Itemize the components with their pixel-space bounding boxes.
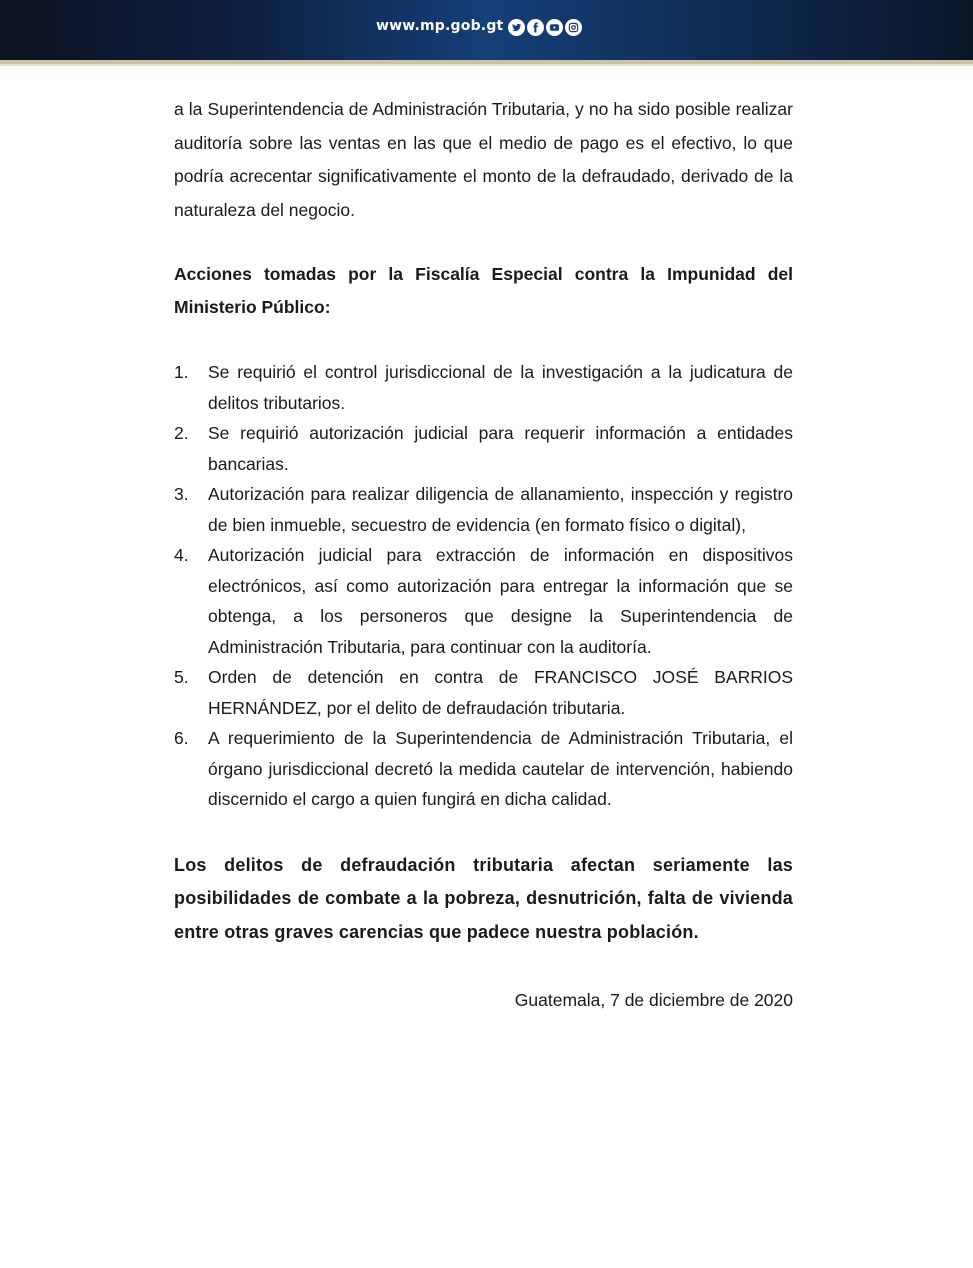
list-item bbox=[174, 540, 793, 662]
actions-list bbox=[174, 357, 793, 815]
list-number: 6. bbox=[174, 728, 189, 748]
list-number: 3. bbox=[174, 484, 189, 504]
list-number: 1. bbox=[174, 362, 189, 382]
list-item bbox=[174, 662, 793, 723]
list-item-text: Autorización para realizar diligencia de allanamiento, inspección y registro de bien inmueble, secuestro de evidencia (en formato físico o digital), bbox=[208, 484, 793, 535]
list-number: 5. bbox=[174, 667, 189, 687]
header-bar bbox=[0, 0, 973, 60]
social-icons bbox=[508, 19, 582, 36]
list-item bbox=[174, 357, 793, 418]
facebook-icon[interactable] bbox=[527, 19, 544, 36]
list-item-text: Se requirió autorización judicial para requerir información a entidades bancarias. bbox=[208, 423, 793, 474]
twitter-icon[interactable] bbox=[508, 19, 525, 36]
list-item-text: A requerimiento de la Superintendencia de Administración Tributaria, el órgano jurisdiccional decretó la medida cautelar de intervención, habiendo discernido el cargo a quien fungirá en dicha calidad. bbox=[208, 728, 793, 809]
list-number: 2. bbox=[174, 423, 189, 443]
document-body bbox=[174, 93, 793, 1015]
website-link[interactable]: www.mp.gob.gt bbox=[376, 18, 504, 34]
instagram-icon[interactable] bbox=[565, 19, 582, 36]
list-item bbox=[174, 479, 793, 540]
list-item bbox=[174, 418, 793, 479]
document-date: Guatemala, 7 de diciembre de 2020 bbox=[514, 990, 793, 1010]
youtube-icon[interactable] bbox=[546, 19, 563, 36]
closing-statement: Los delitos de defraudación tributaria afectan seriamente las posibilidades de combate a la pobreza, desnutrición, falta de vivienda entre otras graves carencias que padece nuestra población. bbox=[174, 854, 793, 942]
list-item-text: Autorización judicial para extracción de información en dispositivos electrónicos, así como autorización para entregar la información que se obtenga, a los personeros que designe la Superintendencia de Administración Tributaria, para continuar con la auditoría. bbox=[208, 545, 793, 657]
header-accent-line-light bbox=[0, 64, 973, 66]
section-heading: Acciones tomadas por la Fiscalía Especial contra la Impunidad del Ministerio Público: bbox=[174, 264, 793, 317]
list-item bbox=[174, 723, 793, 815]
list-number: 4. bbox=[174, 545, 189, 565]
list-item-text: Orden de detención en contra de FRANCISCO JOSÉ BARRIOS HERNÁNDEZ, por el delito de defraudación tributaria. bbox=[208, 667, 793, 718]
list-item-text: Se requirió el control jurisdiccional de la investigación a la judicatura de delitos tributarios. bbox=[208, 362, 793, 413]
intro-paragraph: a la Superintendencia de Administración Tributaria, y no ha sido posible realizar auditoría sobre las ventas en las que el medio de pago es el efectivo, lo que podría acrecentar significativamente el monto de la defraudado, derivado de la naturaleza del negocio. bbox=[174, 99, 793, 220]
